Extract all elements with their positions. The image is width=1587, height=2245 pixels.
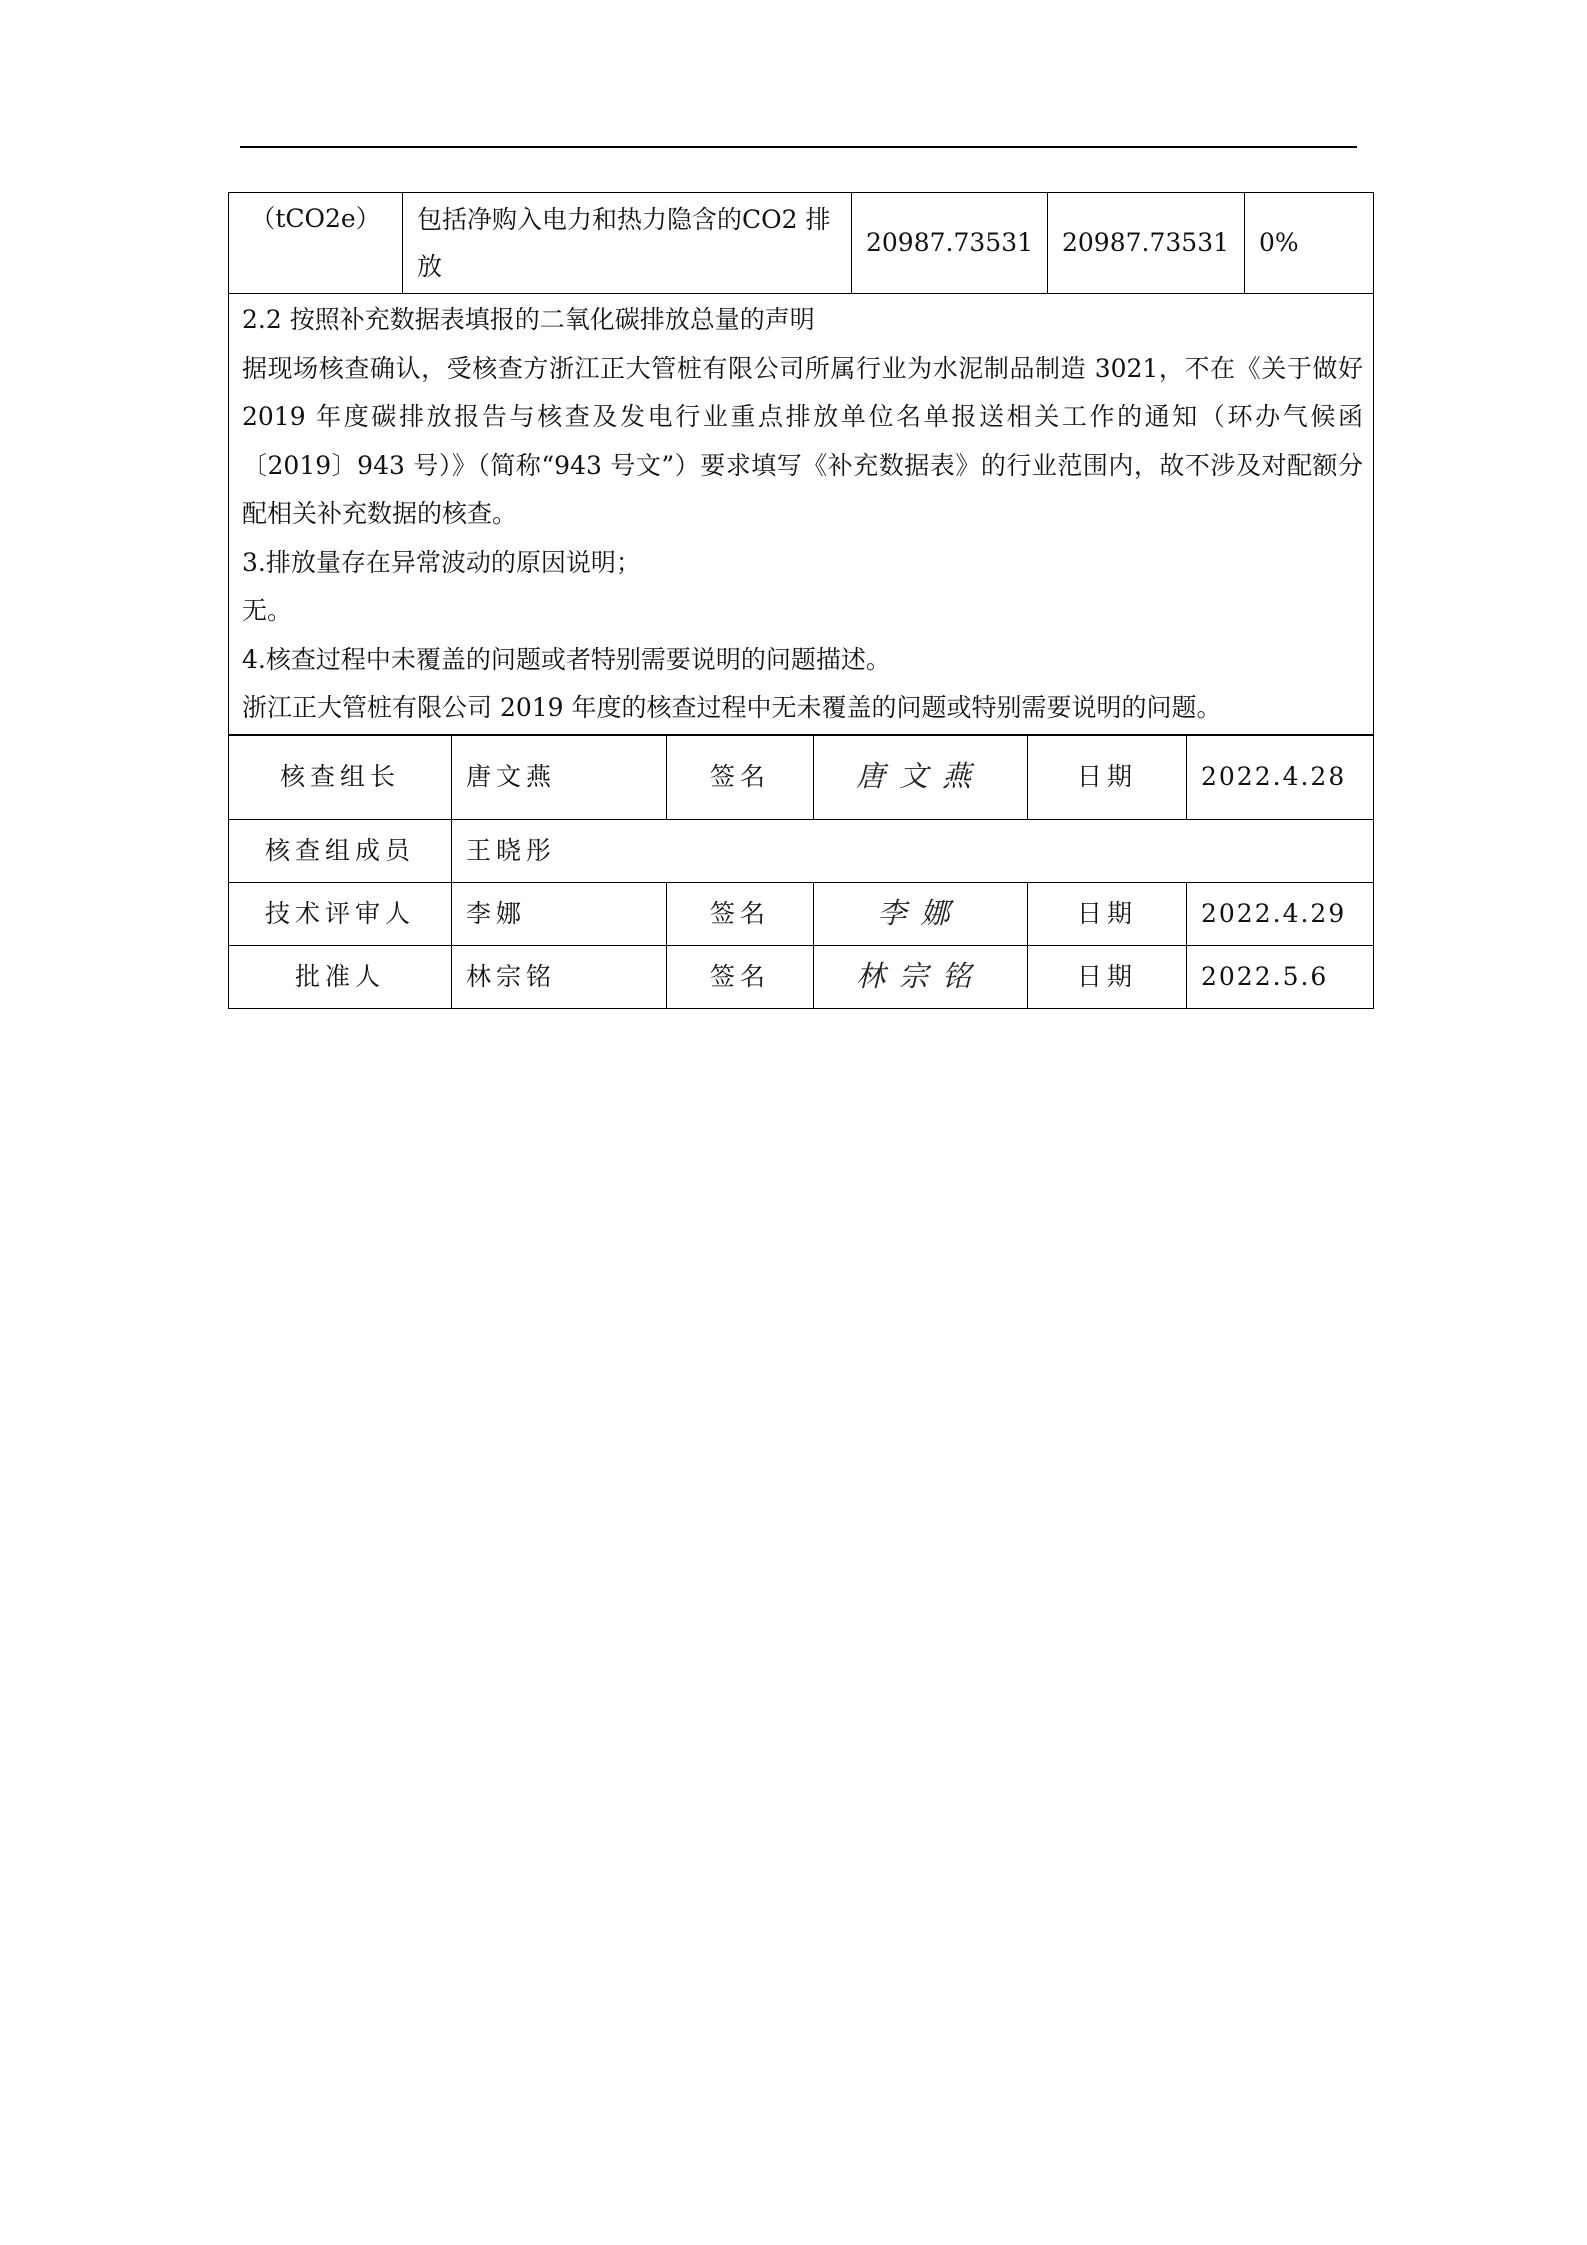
approver-sign-label: 签名 — [667, 946, 814, 1009]
leader-date: 2022.4.28 — [1187, 735, 1374, 820]
verified-value-cell: 20987.73531 — [1048, 193, 1245, 294]
members-row — [229, 820, 1374, 883]
reviewer-signature — [814, 883, 1028, 946]
leader-name: 唐文燕 — [452, 735, 667, 820]
leader-label: 核查组长 — [229, 735, 452, 820]
section-4-heading: 4.核查过程中未覆盖的问题或者特别需要说明的问题描述。 — [242, 644, 891, 674]
leader-row — [229, 735, 1374, 820]
reviewer-date: 2022.4.29 — [1187, 883, 1374, 946]
leader-sign-label: 签名 — [667, 735, 814, 820]
approver-signature — [814, 946, 1028, 1009]
notes-cell — [229, 294, 1374, 736]
reviewer-name: 李娜 — [452, 883, 667, 946]
section-4-body: 浙江正大管桩有限公司 2019 年度的核查过程中无未覆盖的问题或特别需要说明的问题。 — [242, 693, 1222, 722]
leader-date-label: 日期 — [1028, 735, 1187, 820]
leader-signature — [814, 735, 1028, 820]
signoff-table — [228, 734, 1374, 1009]
reviewer-date-label: 日期 — [1028, 883, 1187, 946]
approver-name: 林宗铭 — [452, 946, 667, 1009]
leader-signature-image: 唐文燕 — [855, 759, 985, 793]
section-2-2-heading: 2.2 按照补充数据表填报的二氧化碳排放总量的声明 — [242, 305, 815, 334]
reviewer-signature-image: 李娜 — [877, 896, 964, 930]
emission-total-row — [229, 193, 1374, 294]
approver-row — [229, 946, 1374, 1009]
section-3-body: 无。 — [242, 596, 293, 625]
reviewer-row — [229, 883, 1374, 946]
header-rule — [240, 146, 1357, 148]
section-3-heading: 3.排放量存在异常波动的原因说明； — [242, 547, 641, 577]
description-cell: 包括净购入电力和热力隐含的CO2 排放 — [403, 193, 852, 294]
approver-signature-image: 林宗铭 — [855, 959, 985, 993]
members-label: 核查组成员 — [229, 820, 452, 883]
approver-label: 批准人 — [229, 946, 452, 1009]
emission-table — [228, 192, 1374, 736]
reviewer-label: 技术评审人 — [229, 883, 452, 946]
reported-value-cell: 20987.73531 — [852, 193, 1048, 294]
approver-date: 2022.5.6 — [1187, 946, 1374, 1009]
reviewer-sign-label: 签名 — [667, 883, 814, 946]
deviation-cell: 0% — [1245, 193, 1374, 294]
notes-row — [229, 294, 1374, 736]
verification-sheet — [228, 192, 1373, 1009]
unit-cell: （tCO2e） — [229, 193, 403, 294]
approver-date-label: 日期 — [1028, 946, 1187, 1009]
members-names: 王晓彤 — [452, 820, 1374, 883]
section-2-2-body: 据现场核查确认，受核查方浙江正大管桩有限公司所属行业为水泥制品制造 3021，不在《关于做好 2019 年度碳排放报告与核查及发电行业重点排放单位名单报送相关工作的通知（环办气候函〔2019〕943 号）》（简称“943 号文”）要求填写《补充数据表》的行业范围内，故不涉及对配额分配相关补充数据的核查。 — [242, 353, 1363, 528]
